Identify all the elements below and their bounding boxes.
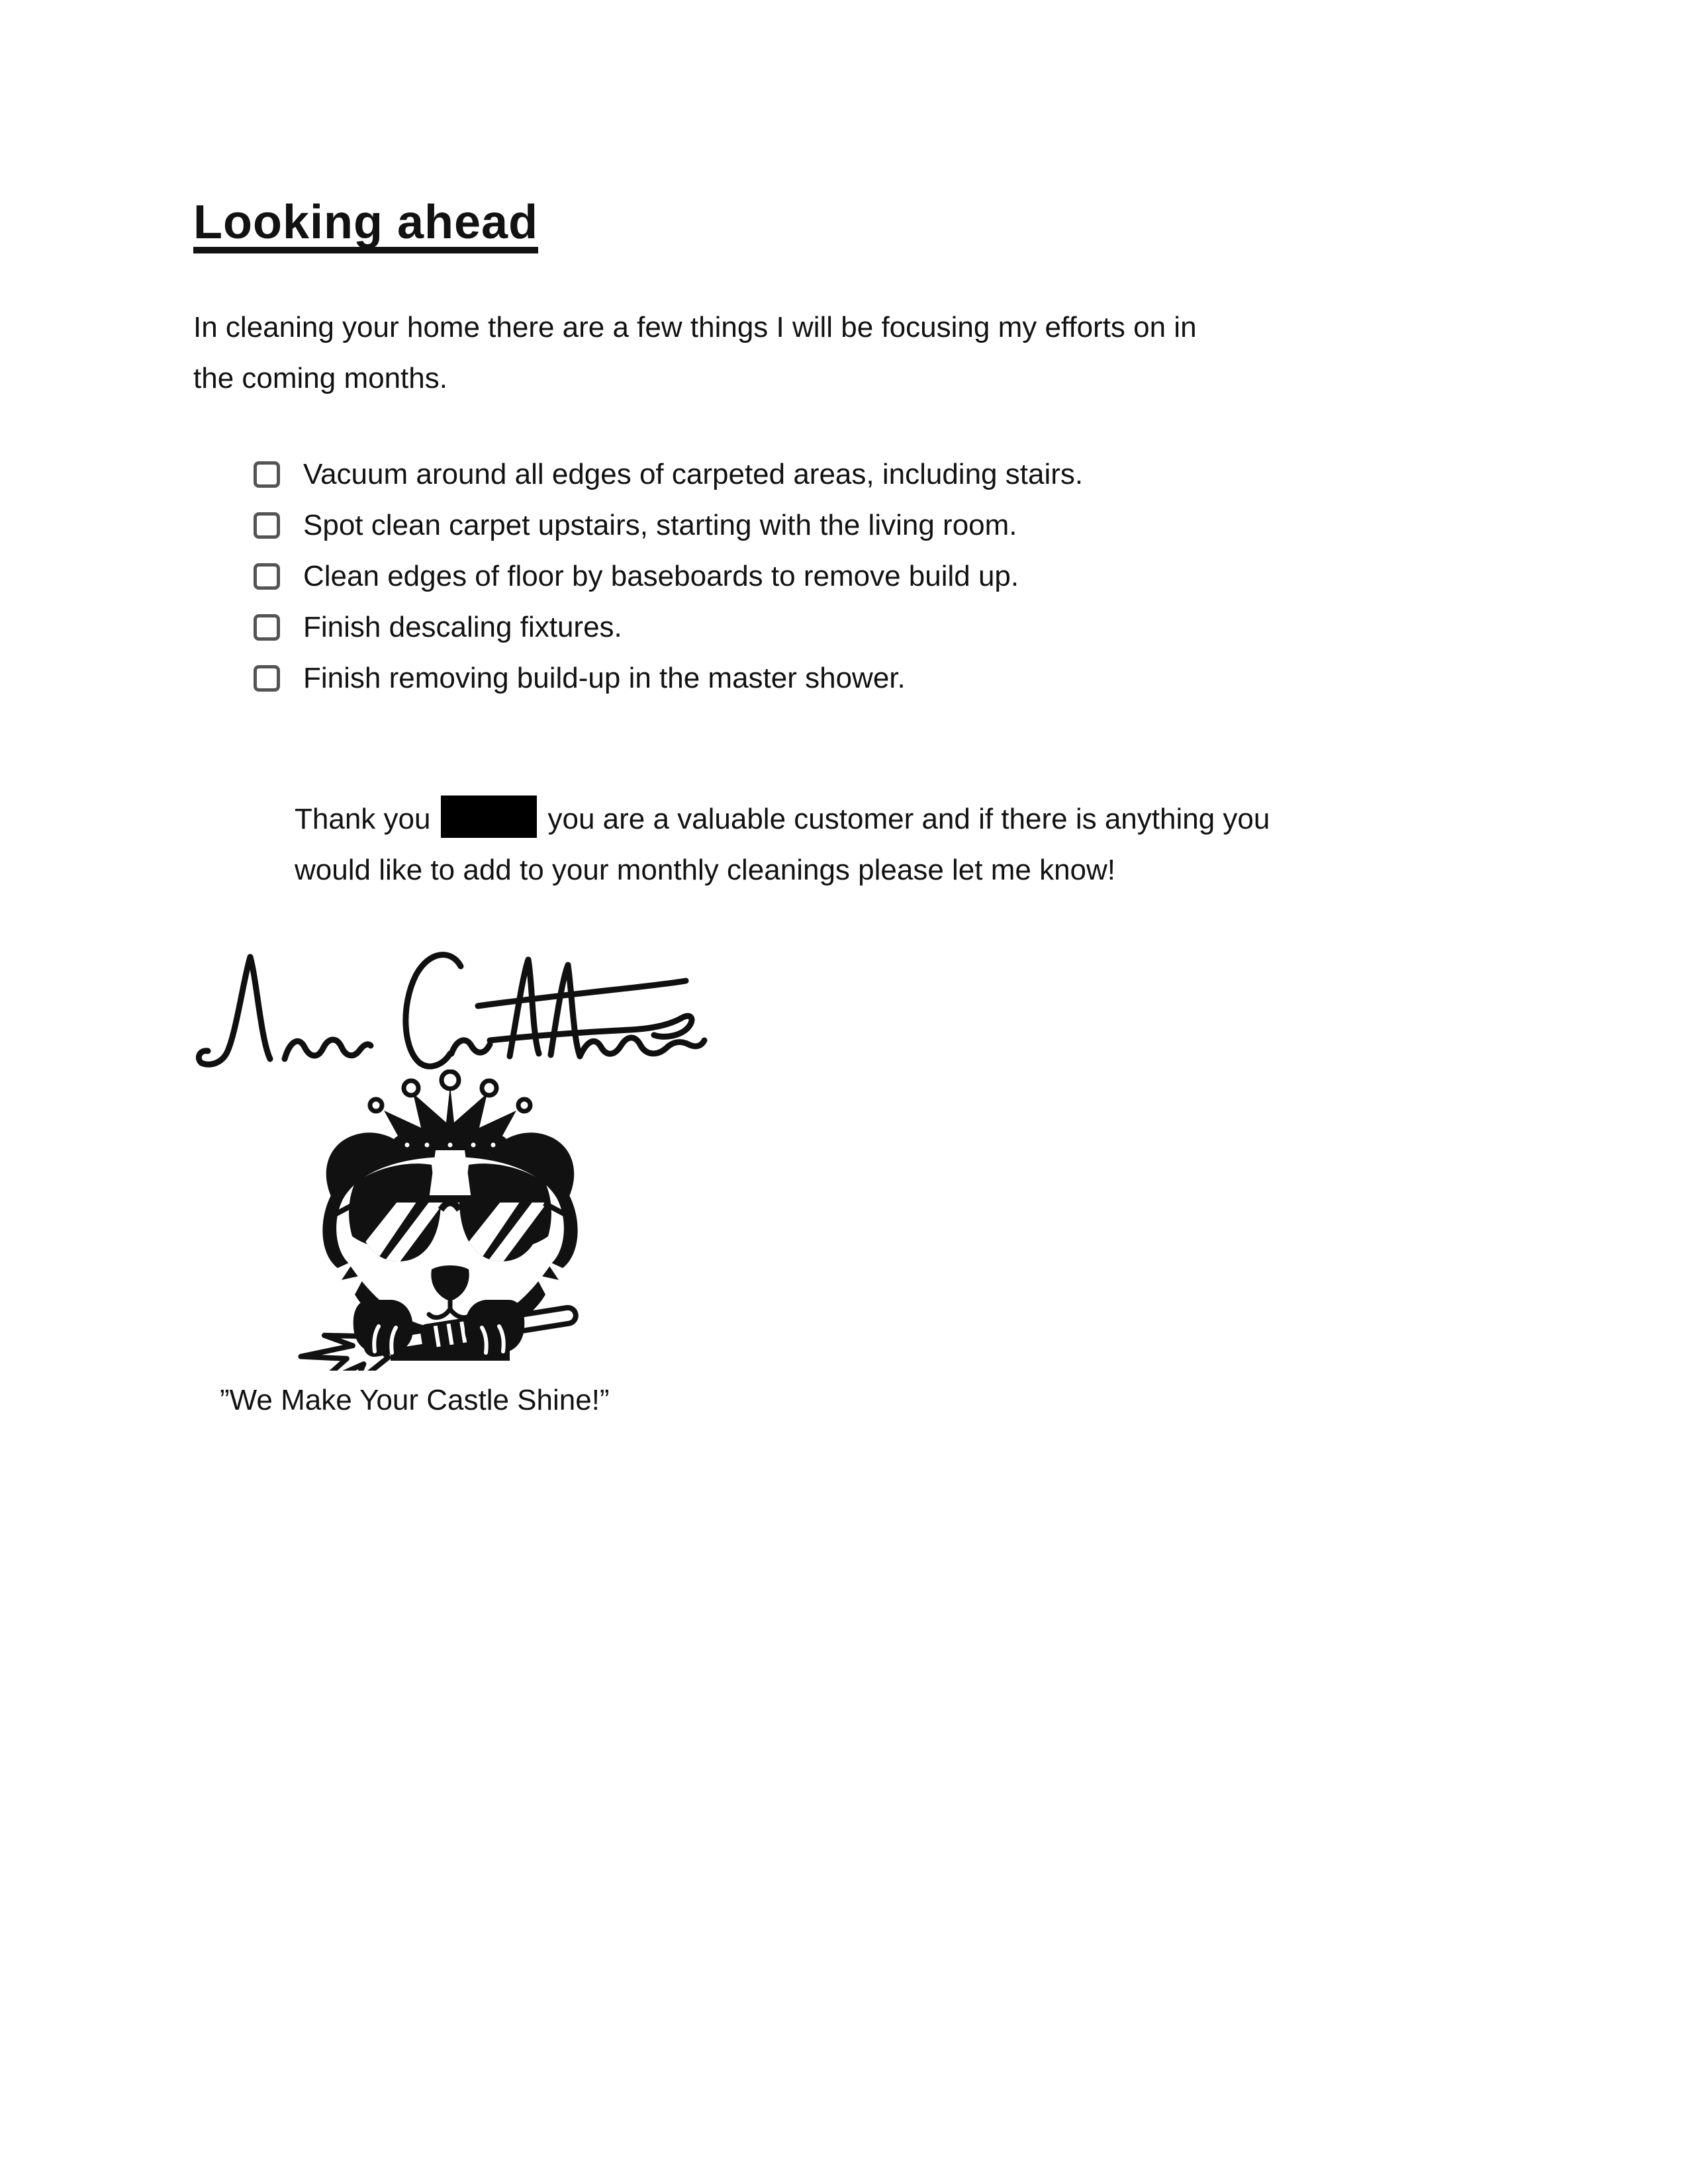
checklist-item (254, 500, 1083, 551)
intro-paragraph (193, 302, 1197, 404)
badger-mascot-logo (291, 1069, 609, 1371)
handwritten-signature (193, 940, 723, 1080)
checklist-item (254, 449, 1083, 500)
checkbox-unchecked-icon[interactable] (254, 563, 280, 590)
checkbox-unchecked-icon[interactable] (254, 512, 280, 539)
checkbox-unchecked-icon[interactable] (254, 461, 280, 488)
page-title-text: Looking ahead (193, 199, 538, 253)
checklist-item (254, 653, 1083, 704)
redacted-customer-name (441, 796, 537, 838)
checklist-item-label: Vacuum around all edges of carpeted areas, including stairs. (303, 457, 1084, 490)
thank-you-paragraph (295, 794, 1270, 895)
paw-left (353, 1300, 413, 1354)
thank-you-line: would like to add to your monthly cleanings please let me know! (295, 854, 1116, 886)
checklist-item-label: Finish removing build-up in the master shower. (303, 661, 906, 694)
intro-line: the coming months. (193, 362, 447, 394)
checkbox-unchecked-icon[interactable] (254, 665, 280, 692)
checklist-item-label: Finish descaling fixtures. (303, 610, 622, 643)
paw-right (465, 1300, 524, 1354)
checklist-item-label: Spot clean carpet upstairs, starting with the living room. (303, 508, 1017, 541)
checkbox-unchecked-icon[interactable] (254, 614, 280, 641)
thank-you-suffix: you are a valuable customer and if there is anything you (547, 803, 1270, 835)
thank-you-prefix: Thank you (295, 803, 431, 835)
intro-line: In cleaning your home there are a few things I will be focusing my efforts on in (193, 311, 1197, 343)
thank-you-line (295, 794, 1270, 844)
checklist-item-label: Clean edges of floor by baseboards to remove build up. (303, 559, 1019, 592)
company-tagline: ”We Make Your Castle Shine!” (220, 1384, 610, 1416)
focus-checklist (254, 449, 1083, 704)
page-title (193, 196, 539, 253)
checklist-item (254, 551, 1083, 602)
checklist-item (254, 602, 1083, 653)
